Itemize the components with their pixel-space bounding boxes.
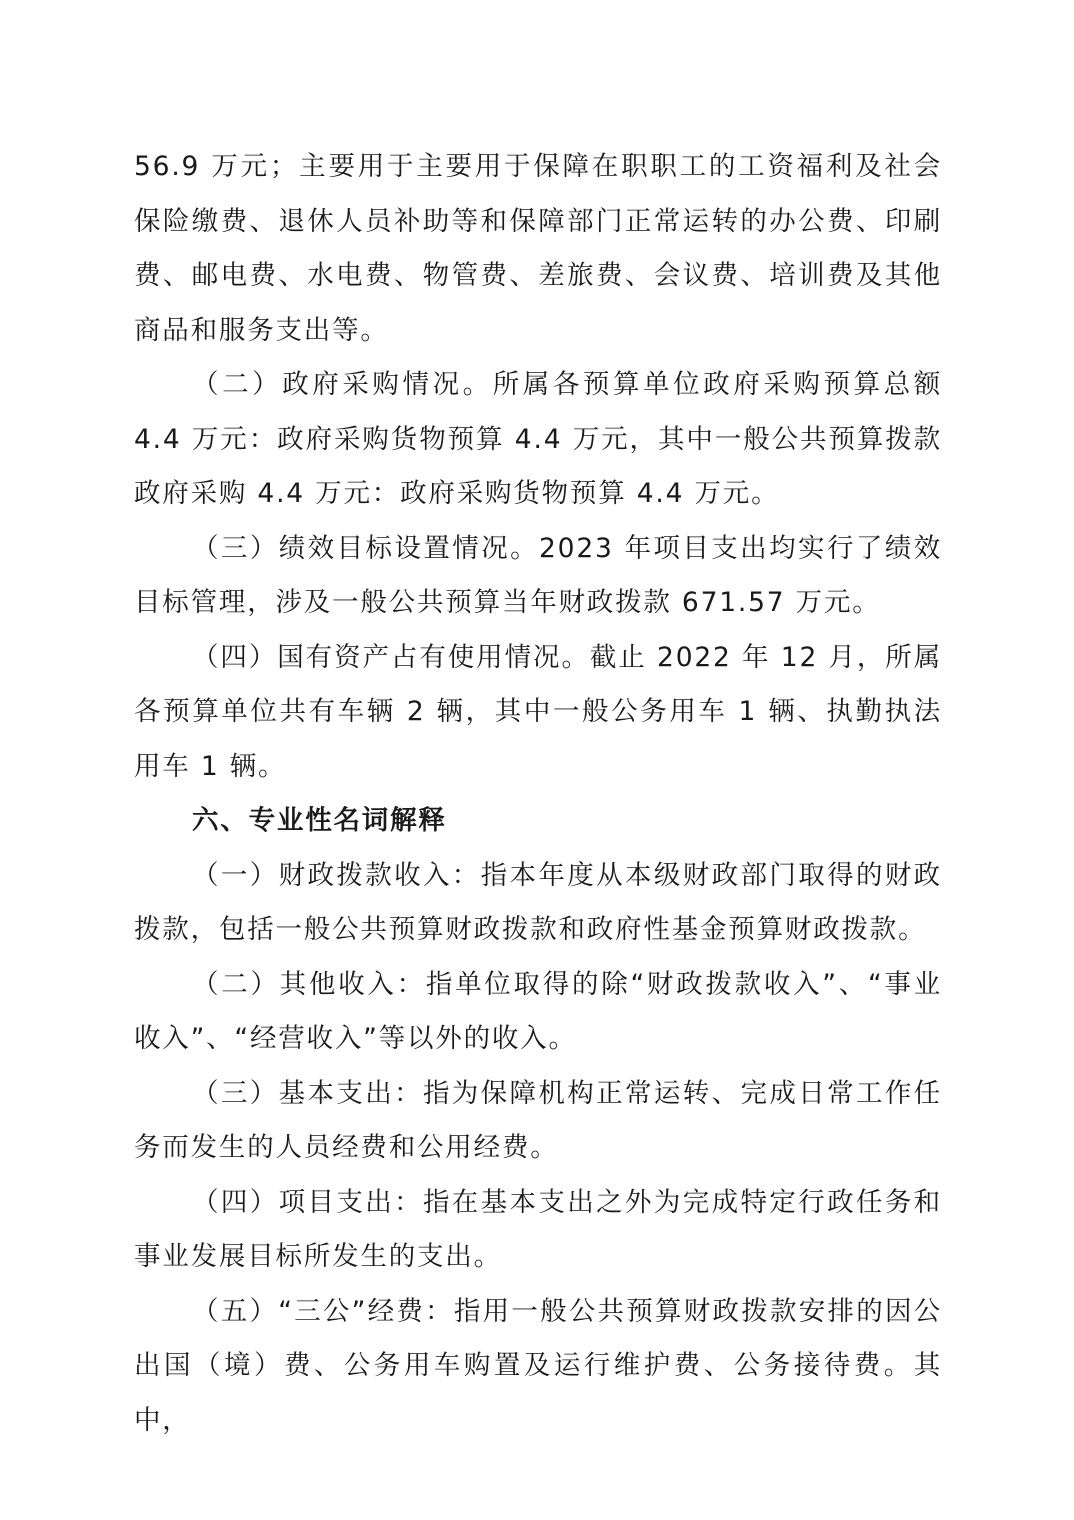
paragraph-other-income: （二）其他收入：指单位取得的除“财政拨款收入”、“事业收入”、“经营收入”等以外的收入。 <box>134 968 942 1054</box>
paragraph-basic-expenditure: （三）基本支出：指为保障机构正常运转、完成日常工作任务而发生的人员经费和公用经费。 <box>134 1077 942 1163</box>
section-heading-terminology: 六、专业性名词解释 <box>192 805 447 836</box>
paragraph-staff-expenses: 56.9 万元；主要用于主要用于保障在职职工的工资福利及社会保险缴费、退休人员补助等和保障部门正常运转的办公费、印刷费、邮电费、水电费、物管费、差旅费、会议费、培训费及其他商品和服务支出等。 <box>134 151 942 346</box>
document-body <box>134 140 942 1448</box>
paragraph-fiscal-appropriation-income: （一）财政拨款收入：指本年度从本级财政部门取得的财政拨款，包括一般公共预算财政拨款和政府性基金预算财政拨款。 <box>134 859 942 945</box>
paragraph-performance-targets: （三）绩效目标设置情况。2023 年项目支出均实行了绩效目标管理，涉及一般公共预算当年财政拨款 671.57 万元。 <box>134 532 942 618</box>
paragraph-project-expenditure: （四）项目支出：指在基本支出之外为完成特定行政任务和事业发展目标所发生的支出。 <box>134 1186 942 1272</box>
paragraph-state-assets: （四）国有资产占有使用情况。截止 2022 年 12 月，所属各预算单位共有车辆 2 辆，其中一般公务用车 1 辆、执勤执法用车 1 辆。 <box>134 641 942 782</box>
paragraph-three-public-expenses: （五）“三公”经费：指用一般公共预算财政拨款安排的因公出国（境）费、公务用车购置及运行维护费、公务接待费。其中， <box>134 1295 942 1436</box>
paragraph-government-procurement: （二）政府采购情况。所属各预算单位政府采购预算总额 4.4 万元：政府采购货物预算 4.4 万元，其中一般公共预算拨款政府采购 4.4 万元：政府采购货物预算 4.4 万元。 <box>134 369 942 509</box>
